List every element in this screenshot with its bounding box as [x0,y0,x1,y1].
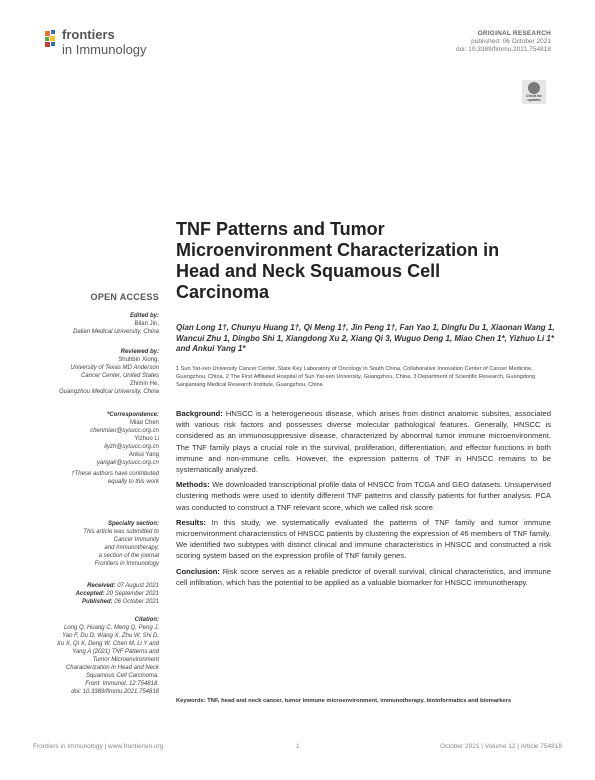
citation-line: Yang A (2021) TNF Patterns and [72,649,159,655]
citation-line: Long Q, Huang C, Meng Q, Peng J, [63,625,159,631]
specialty-line: a section of the journal [98,553,159,559]
abstract-text: We downloaded transcriptional profile data of HNSCC from TCGA and GEO datasets. Unsupervised clustering methods were used to identify different TNF patterns and classify patients for further analysis. PCA was conducted to construct a TNF relevant score, which we called risk score. [176,480,551,512]
footer-issue-info: October 2021 | Volume 12 | Article 754818 [440,743,562,750]
footer-journal-link[interactable]: Frontiers in Immunology | www.frontiersin.org [33,743,164,750]
abstract-text: In this study, we systematically evaluated the patterns of TNF family and tumor immune microenvironment characteristics of HNSCC patients by clustering the expression of 46 members of TNF family. We identified two subtypes with distinct clinical and immune characteristics in HNSCC and constructed a risk scoring system based on the expression profile of TNF family genes. [176,517,551,561]
check-updates-line2: updates [527,98,541,102]
dates-block [20,582,159,606]
edited-by-block [20,312,159,336]
correspondence-line: Yizhuo Li [134,436,159,442]
edited-by-label: Edited by: [129,313,159,319]
page-number: 1 [296,743,300,750]
reviewed-by-label: Reviewed by: [120,349,159,355]
specialty-line: and Immunotherapy, [104,545,159,551]
correspondence-line: Ankui Yang [128,452,159,458]
received-label: Received: [87,583,116,589]
equal-contribution-note: equally to this work [107,479,159,485]
abstract-text: HNSCC is a heterogeneous disease, which arises from distinct anatomic subsites, associated with various risk factors and possesses diverse molecular pathological features. Generally, HNSCC is considered as an immunosuppressive disease, characterized by abnormal tumor immune microenvironment. The TNF family plays a crucial role in the survival, proliferation, differentiation, and effector functions in both immune and non-immune cells. However, the expression patterns of TNF in HNSCC remains to be systematically analyzed. [176,409,551,475]
specialty-line: Cancer Immunity [113,537,159,543]
reviewer-line: Shuhbin Xiong, [118,357,159,363]
citation-line: Xu X, Qi X, Deng W, Chen M, Li Y and [56,641,159,647]
equal-contribution-note: †These authors have contributed [71,471,159,477]
specialty-block [20,520,159,568]
abstract-background [176,408,551,475]
check-updates-icon [528,82,540,94]
correspondence-line: Miao Chen [129,420,159,426]
citation-doi[interactable]: doi: 10.3389/fimmu.2021.754818 [71,689,159,695]
abstract [176,408,551,592]
correspondence-block [20,411,159,486]
accepted-date: 20 September 2021 [106,591,159,597]
logo-frontiers-text: frontiers [62,27,115,42]
check-for-updates-badge[interactable] [522,80,546,104]
doi[interactable]: doi: 10.3389/fimmu.2021.754818 [455,46,551,53]
abstract-label: Results: [176,517,206,527]
affiliations: 1 Sun Yat-sen University Cancer Center, State Key Laboratory of Oncology in South China, Collaborative Innovation Center of Cancer Medicine, Guangzhou, China, 2 The First Affiliated Hospital of Sun Yat-sen University, Guangzhou, China, 3 Department of Scientific Research, Guangdong Sanjiantang Medical Research Institute, Guangzhou, China [176,366,536,388]
abstract-label: Conclusion: [176,566,220,576]
reviewer-line: Cancer Center, United States [80,373,159,379]
correspondence-label: *Correspondence: [106,412,159,418]
specialty-label: Specialty section: [107,521,159,527]
citation-label: Citation: [134,617,159,623]
citation-line: Characterization in Head and Neck [65,665,159,671]
reviewer-line: University of Texas MD Anderson [70,365,159,371]
abstract-conclusion [176,566,551,588]
reviewer-line: Guangzhou Medical University, China [59,389,159,395]
article-title: TNF Patterns and Tumor Microenvironment Characterization in Head and Neck Squamous Cell Carcinoma [176,219,500,302]
editor-name: Bilan Jin, [134,321,159,327]
article-header [456,30,551,54]
specialty-line: Frontiers in Immunology [94,561,159,567]
published-date-side: 06 October 2021 [114,599,159,605]
logo-journal-text: in Immunology [62,42,147,57]
article-type: ORIGINAL RESEARCH [477,30,551,37]
abstract-label: Background: [176,409,223,418]
citation-line: Yao F, Du D, Wang X, Zhu W, Shi D, [62,633,159,639]
received-date: 07 August 2021 [117,583,159,589]
citation-line: Squamous Cell Carcinoma. [85,673,159,679]
abstract-label: Methods: [176,480,210,490]
specialty-line: This article was submitted to [83,529,159,535]
correspondence-email[interactable]: yangak@sysucc.org.cn [96,460,159,466]
reviewer-line: Zhimin He, [129,381,159,387]
check-updates-line1: Check for [526,94,542,98]
open-access-label: OPEN ACCESS [90,292,159,302]
editor-affiliation: Dalian Medical University, China [73,329,159,335]
keywords: Keywords: TNF, head and neck cancer, tumor immune microenvironment, immunotherapy, bioinformatics and biomarkers [176,698,512,704]
abstract-text: Risk score serves as a reliable predictor of overall survival, clinical characteristics, and immune cell infiltration, which has the potential to be applied as a valuable biomarker for HNSCC immunotherapy. [176,566,551,587]
citation-block [20,616,159,696]
published-date: published: 06 October 2021 [471,38,551,45]
accepted-label: Accepted: [75,591,105,597]
correspondence-email[interactable]: chenmiao@sysucc.org.cn [90,428,159,434]
abstract-results [176,517,551,562]
correspondence-email[interactable]: liyzh@sysucc.org.cn [104,444,159,450]
reviewed-by-block [20,348,159,396]
abstract-methods [176,479,551,513]
frontiers-logo-icon [44,29,60,51]
citation-line: Tumor Microenvironment [92,657,159,663]
published-label: Published: [81,599,113,605]
author-list: Qian Long 1†, Chunyu Huang 1†, Qi Meng 1†, Jin Peng 1†, Fan Yao 1, Dingfu Du 1, Xiaonan Wang 1, Wancui Zhu 1, Dingbo Shi 1, Xiangdong Xu 2, Xiang Qi 3, Wuguo Deng 1, Miao Chen 1*, Yizhuo Li 1* and Ankui Yang 1* [176,323,555,353]
citation-line: Front. Immunol. 12:754818. [85,681,159,687]
